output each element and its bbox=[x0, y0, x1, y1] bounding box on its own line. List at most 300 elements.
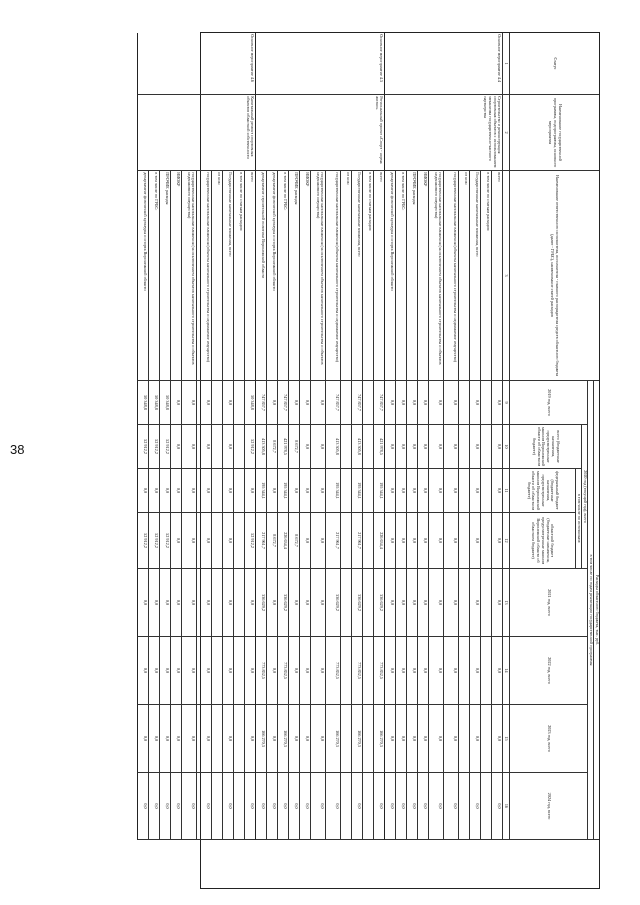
expense-value: 747 857,7 bbox=[255, 381, 266, 425]
expense-value bbox=[480, 381, 491, 425]
expense-value: 0,0 bbox=[443, 513, 458, 569]
measure-name: Капитальный ремонт спортивных объектов областной собственности bbox=[137, 95, 255, 171]
expense-value bbox=[211, 773, 222, 840]
expense-item-label: государственные капитальные вложения (за исключением объектов капитального строительства и объектов недвижимого имущества) bbox=[181, 171, 196, 381]
expense-value: 0,0 bbox=[310, 469, 325, 513]
expense-value: 0,0 bbox=[196, 705, 211, 773]
expense-value: 0,0 bbox=[384, 513, 395, 569]
expense-value: 195 344,1 bbox=[325, 469, 340, 513]
expense-value: 0,0 bbox=[406, 425, 417, 469]
header-status: Статус bbox=[509, 33, 599, 95]
expense-value: 0,0 bbox=[244, 705, 255, 773]
expense-value: 747 857,7 bbox=[373, 381, 384, 425]
header-by-years: в том числе по годам реализации государственной программы bbox=[587, 381, 593, 840]
expense-item-label: департамент физической культуры и спорта Воронежской области bbox=[137, 171, 148, 381]
expense-value: 0,0 bbox=[170, 469, 181, 513]
expense-value: 0,0 bbox=[170, 569, 181, 637]
expense-value: 0,0 bbox=[266, 637, 277, 705]
expense-value bbox=[233, 637, 244, 705]
expense-value bbox=[480, 569, 491, 637]
expense-value: 52 912,2 bbox=[159, 513, 170, 569]
expense-value: 0,0 bbox=[181, 773, 196, 840]
expense-value: 773 852,5 bbox=[277, 637, 288, 705]
expense-value bbox=[480, 425, 491, 469]
expense-value: 166 270,3 bbox=[325, 705, 340, 773]
expense-value: 0,0 bbox=[288, 381, 299, 425]
expense-value: 0,0 bbox=[491, 425, 502, 469]
expense-value: 0,0 bbox=[196, 425, 211, 469]
expense-value: 8 672,7 bbox=[288, 513, 299, 569]
expense-value: 0,0 bbox=[288, 569, 299, 637]
expense-value: 52 912,2 bbox=[137, 513, 148, 569]
expense-value: 0,0 bbox=[406, 637, 417, 705]
expense-item-label: департамент физической культуры и спорта Воронежской области bbox=[266, 171, 277, 381]
expense-value: 0,0 bbox=[148, 569, 159, 637]
expense-value bbox=[211, 569, 222, 637]
expense-item-label: государственные капитальные вложения (за исключением объектов капитального строительства и объектов недвижимого имущества) bbox=[310, 171, 325, 381]
expense-value: 0,0 bbox=[181, 381, 196, 425]
header-executor: Наименование ответственного исполнителя, исполнителя - главного распорядителя средств областного бюджета (далее - ГРБС), наименование статей расходов bbox=[509, 171, 599, 381]
expense-value: 0,0 bbox=[395, 425, 406, 469]
expense-value: 0,0 bbox=[196, 469, 211, 513]
header-in-that: в том числе по источникам: bbox=[575, 469, 581, 569]
expense-value: 8 672,7 bbox=[266, 425, 277, 469]
expense-value bbox=[340, 425, 351, 469]
expense-value bbox=[480, 469, 491, 513]
expense-value: 0,0 bbox=[181, 637, 196, 705]
expense-value: 0,0 bbox=[469, 513, 480, 569]
expense-value: 0,0 bbox=[222, 381, 233, 425]
expense-value: 747 857,7 bbox=[277, 381, 288, 425]
expense-item-label: ПРОЧИЕ расходы bbox=[406, 171, 417, 381]
expense-value: 0,0 bbox=[417, 513, 428, 569]
expense-value bbox=[362, 773, 373, 840]
expense-value: 166 270,3 bbox=[277, 705, 288, 773]
expense-item-label: в том числе по статьям расходов: bbox=[362, 171, 373, 381]
expense-value: 166 270,3 bbox=[255, 705, 266, 773]
expense-value: 52 912,2 bbox=[244, 513, 255, 569]
expense-item-label: департамент строительной политики Воронежской области bbox=[255, 171, 266, 381]
expense-value: 0,0 bbox=[491, 773, 502, 840]
expense-value: 0,0 bbox=[137, 773, 148, 840]
expense-value bbox=[458, 469, 469, 513]
expense-value: 0,0 bbox=[384, 469, 395, 513]
expense-value: 0,0 bbox=[310, 705, 325, 773]
expense-value: 0,0 bbox=[299, 425, 310, 469]
expense-value: 0,0 bbox=[417, 381, 428, 425]
expense-value bbox=[340, 469, 351, 513]
expense-value: 0,0 bbox=[417, 773, 428, 840]
expense-value bbox=[340, 773, 351, 840]
expense-value: 0,0 bbox=[299, 637, 310, 705]
expense-value: 747 857,7 bbox=[325, 381, 340, 425]
expense-value: 0,0 bbox=[170, 637, 181, 705]
expense-value bbox=[362, 569, 373, 637]
header-2021: 2021 год, всего bbox=[509, 569, 587, 637]
column-number: 10 bbox=[502, 425, 509, 469]
expense-value: 413 305,8 bbox=[255, 425, 266, 469]
expense-value: 0,0 bbox=[351, 773, 362, 840]
expense-value bbox=[211, 469, 222, 513]
expense-value: 0,0 bbox=[170, 381, 181, 425]
expense-value: 0,0 bbox=[491, 513, 502, 569]
expense-value: 0,0 bbox=[181, 513, 196, 569]
expense-value: 166 270,3 bbox=[373, 705, 384, 773]
expense-value: 0,0 bbox=[373, 773, 384, 840]
expense-value: 336 629,2 bbox=[325, 569, 340, 637]
header-2020-all: всего (бюджетные назначения, предусмотренные законом Воронежской области об областном бюджете) bbox=[509, 425, 581, 469]
expense-value bbox=[340, 513, 351, 569]
expense-value: 0,0 bbox=[288, 705, 299, 773]
expense-value bbox=[233, 569, 244, 637]
measure-name: Строительство и реконструкция спортивных объектов с использованием механизма государственно-частного партнерства bbox=[384, 95, 502, 171]
expense-value: 0,0 bbox=[181, 425, 196, 469]
expense-item-label: ПРОЧИЕ расходы bbox=[288, 171, 299, 381]
expense-value: 0,0 bbox=[417, 569, 428, 637]
expense-value: 0,0 bbox=[196, 381, 211, 425]
expense-value: 0,0 bbox=[310, 381, 325, 425]
expense-value bbox=[458, 569, 469, 637]
expense-value: 773 852,5 bbox=[373, 637, 384, 705]
expense-value: 52 912,2 bbox=[148, 425, 159, 469]
expense-value: 50 348,8 bbox=[137, 381, 148, 425]
expense-value: 0,0 bbox=[244, 569, 255, 637]
expense-value: 0,0 bbox=[491, 705, 502, 773]
column-number: 9 bbox=[502, 381, 509, 425]
expense-value: 0,0 bbox=[469, 637, 480, 705]
header-expenses: Расходы областного бюджета, тыс. руб. bbox=[593, 381, 599, 840]
expense-value: 8 672,7 bbox=[266, 513, 277, 569]
expense-value bbox=[362, 705, 373, 773]
expense-value bbox=[211, 637, 222, 705]
expense-value: 0,0 bbox=[137, 569, 148, 637]
expense-value bbox=[340, 381, 351, 425]
expense-value: 0,0 bbox=[222, 773, 233, 840]
expense-value bbox=[458, 381, 469, 425]
column-number: 12 bbox=[502, 513, 509, 569]
expense-value: 8 672,7 bbox=[288, 425, 299, 469]
expense-value bbox=[458, 425, 469, 469]
expense-value: 0,0 bbox=[159, 569, 170, 637]
expense-value bbox=[362, 637, 373, 705]
expense-value bbox=[340, 705, 351, 773]
expense-value: 0,0 bbox=[299, 705, 310, 773]
expense-value: 0,0 bbox=[266, 705, 277, 773]
expense-item-label: департамент физической культуры и спорта Воронежской области bbox=[384, 171, 395, 381]
expense-value: 52 912,2 bbox=[244, 425, 255, 469]
column-number: 3 bbox=[502, 171, 509, 381]
expense-value: 0,0 bbox=[159, 469, 170, 513]
expense-item-label: всего bbox=[244, 171, 255, 381]
expense-value: 0,0 bbox=[491, 469, 502, 513]
expense-value: 0,0 bbox=[406, 773, 417, 840]
expense-value: 52 912,2 bbox=[148, 513, 159, 569]
header-2020-group: 2020 год (текущий год), всего bbox=[581, 425, 587, 569]
expense-item-label: всего bbox=[373, 171, 384, 381]
measure-status: Основное мероприятие 4.6 bbox=[137, 33, 255, 95]
expense-value: 0,0 bbox=[170, 425, 181, 469]
expense-value: 0,0 bbox=[395, 381, 406, 425]
expense-value: 0,0 bbox=[181, 569, 196, 637]
expense-value: 0,0 bbox=[277, 773, 288, 840]
expense-value: 0,0 bbox=[428, 381, 443, 425]
expense-value bbox=[458, 773, 469, 840]
expense-value: 226 634,4 bbox=[373, 513, 384, 569]
expense-value: 421 978,5 bbox=[373, 425, 384, 469]
expense-value bbox=[362, 425, 373, 469]
expense-value: 217 961,7 bbox=[351, 513, 362, 569]
expense-value: 0,0 bbox=[384, 381, 395, 425]
expense-value: 0,0 bbox=[469, 425, 480, 469]
expense-value bbox=[233, 469, 244, 513]
expense-value bbox=[211, 705, 222, 773]
expense-value: 195 344,1 bbox=[255, 469, 266, 513]
column-number: 15 bbox=[502, 705, 509, 773]
expense-value: 0,0 bbox=[266, 773, 277, 840]
expense-value: 0,0 bbox=[395, 569, 406, 637]
expense-value bbox=[480, 773, 491, 840]
expense-value: 0,0 bbox=[148, 637, 159, 705]
expense-value: 413 305,8 bbox=[325, 425, 340, 469]
expense-value: 0,0 bbox=[469, 381, 480, 425]
expense-value: 0,0 bbox=[310, 513, 325, 569]
expense-item-label: в том числе по статьям расходов: bbox=[233, 171, 244, 381]
header-2024: 2024 год, всего bbox=[509, 773, 587, 840]
expense-value: 0,0 bbox=[406, 513, 417, 569]
expense-value: 0,0 bbox=[310, 425, 325, 469]
expense-item-label: Государственные капитальные вложения, всего bbox=[222, 171, 233, 381]
expense-value: 0,0 bbox=[469, 705, 480, 773]
expense-value: 0,0 bbox=[299, 513, 310, 569]
expense-value: 773 852,5 bbox=[255, 637, 266, 705]
expense-value: 0,0 bbox=[428, 637, 443, 705]
expense-value: 0,0 bbox=[469, 773, 480, 840]
expense-value bbox=[340, 637, 351, 705]
expense-value: 0,0 bbox=[244, 469, 255, 513]
expense-value: 0,0 bbox=[395, 773, 406, 840]
expense-value bbox=[211, 381, 222, 425]
expense-value: 0,0 bbox=[443, 705, 458, 773]
expense-value: 0,0 bbox=[428, 569, 443, 637]
measure-name: Региональный проект «Спорт - норма жизни» bbox=[255, 95, 384, 171]
header-2020-regional: областной бюджет (бюджетные назначения, предусмотренные законом Воронежской области об областном бюджете) bbox=[509, 513, 575, 569]
header-2020-federal: федеральный бюджет (бюджетные назначения, предусмотренные законом Воронежской области об областном бюджете) bbox=[509, 469, 575, 513]
expense-value: 226 634,4 bbox=[277, 513, 288, 569]
expense-value: 773 852,5 bbox=[325, 637, 340, 705]
expense-value: 0,0 bbox=[384, 569, 395, 637]
expense-value: 195 344,1 bbox=[351, 469, 362, 513]
expense-value: 0,0 bbox=[443, 637, 458, 705]
expense-value: 336 629,2 bbox=[351, 569, 362, 637]
expense-value: 0,0 bbox=[222, 637, 233, 705]
expense-value bbox=[480, 705, 491, 773]
expense-value: 0,0 bbox=[417, 425, 428, 469]
expense-value bbox=[480, 513, 491, 569]
expense-value: 0,0 bbox=[428, 425, 443, 469]
expense-value: 336 629,2 bbox=[277, 569, 288, 637]
expense-value: 0,0 bbox=[222, 705, 233, 773]
expense-value: 0,0 bbox=[310, 569, 325, 637]
column-number: 16 bbox=[502, 773, 509, 840]
expense-item-label: НИОКР bbox=[299, 171, 310, 381]
expense-value bbox=[362, 381, 373, 425]
expense-item-label: государственные капитальные вложения (объекты капитального строительства и недвижимое имущество) bbox=[196, 171, 211, 381]
expense-value: 0,0 bbox=[443, 569, 458, 637]
expense-value: 0,0 bbox=[384, 637, 395, 705]
expense-item-label: государственные капитальные вложения (объекты капитального строительства и недвижимое имущество) bbox=[325, 171, 340, 381]
expense-value: 0,0 bbox=[196, 637, 211, 705]
expense-value: 0,0 bbox=[299, 469, 310, 513]
expense-value: 0,0 bbox=[491, 381, 502, 425]
expense-item-label: Государственные капитальные вложения, всего bbox=[351, 171, 362, 381]
header-2022: 2022 год, всего bbox=[509, 637, 587, 705]
expense-value: 0,0 bbox=[406, 569, 417, 637]
budget-table bbox=[143, 32, 600, 889]
expense-item-label: из них: bbox=[211, 171, 222, 381]
expense-value: 0,0 bbox=[159, 705, 170, 773]
expense-value bbox=[458, 705, 469, 773]
expense-value: 0,0 bbox=[428, 469, 443, 513]
expense-value: 0,0 bbox=[222, 513, 233, 569]
expense-value: 0,0 bbox=[244, 637, 255, 705]
expense-value: 0,0 bbox=[137, 469, 148, 513]
expense-value: 0,0 bbox=[196, 773, 211, 840]
expense-value: 0,0 bbox=[148, 705, 159, 773]
expense-item-label: в том числе по ГРБС: bbox=[395, 171, 406, 381]
expense-value: 0,0 bbox=[384, 705, 395, 773]
expense-value: 0,0 bbox=[310, 637, 325, 705]
expense-value: 0,0 bbox=[148, 469, 159, 513]
expense-value: 0,0 bbox=[148, 773, 159, 840]
expense-value: 52 912,2 bbox=[159, 425, 170, 469]
expense-value: 0,0 bbox=[443, 469, 458, 513]
expense-value: 0,0 bbox=[443, 773, 458, 840]
expense-value: 0,0 bbox=[170, 773, 181, 840]
expense-value: 0,0 bbox=[222, 469, 233, 513]
expense-item-label: в том числе по статьям расходов: bbox=[480, 171, 491, 381]
expense-value: 0,0 bbox=[255, 773, 266, 840]
expense-value: 0,0 bbox=[288, 637, 299, 705]
expense-value: 50 348,8 bbox=[244, 381, 255, 425]
expense-value: 52 912,2 bbox=[137, 425, 148, 469]
expense-value: 0,0 bbox=[181, 705, 196, 773]
header-2019: 2019 год, всего bbox=[509, 381, 587, 425]
expense-value bbox=[233, 381, 244, 425]
expense-value: 413 305,8 bbox=[351, 425, 362, 469]
expense-value bbox=[362, 469, 373, 513]
header-2023: 2023 год, всего bbox=[509, 705, 587, 773]
expense-item-label: НИОКР bbox=[170, 171, 181, 381]
expense-value: 0,0 bbox=[384, 425, 395, 469]
expense-value bbox=[458, 637, 469, 705]
expense-value: 0,0 bbox=[244, 773, 255, 840]
column-number: 14 bbox=[502, 637, 509, 705]
page-number: 38 bbox=[10, 442, 25, 457]
expense-value: 0,0 bbox=[299, 773, 310, 840]
expense-value: 0,0 bbox=[196, 569, 211, 637]
expense-value: 0,0 bbox=[222, 569, 233, 637]
expense-value: 166 270,3 bbox=[351, 705, 362, 773]
expense-value: 0,0 bbox=[137, 705, 148, 773]
expense-value: 0,0 bbox=[417, 637, 428, 705]
expense-item-label: ПРОЧИЕ расходы bbox=[159, 171, 170, 381]
column-number: 13 bbox=[502, 569, 509, 637]
expense-value bbox=[340, 569, 351, 637]
expense-item-label: Государственные капитальные вложения, всего bbox=[469, 171, 480, 381]
expense-value: 0,0 bbox=[137, 637, 148, 705]
expense-value: 0,0 bbox=[395, 637, 406, 705]
expense-value: 0,0 bbox=[491, 569, 502, 637]
expense-value: 0,0 bbox=[417, 469, 428, 513]
expense-value: 0,0 bbox=[266, 381, 277, 425]
expense-value: 0,0 bbox=[159, 773, 170, 840]
expense-value: 336 629,2 bbox=[255, 569, 266, 637]
expense-value: 0,0 bbox=[288, 773, 299, 840]
expense-value bbox=[233, 513, 244, 569]
expense-value: 217 961,7 bbox=[255, 513, 266, 569]
expense-item-label: из них: bbox=[458, 171, 469, 381]
expense-value: 50 348,8 bbox=[148, 381, 159, 425]
expense-value: 0,0 bbox=[395, 705, 406, 773]
expense-value: 0,0 bbox=[266, 569, 277, 637]
expense-value: 0,0 bbox=[325, 773, 340, 840]
measure-status: Основное мероприятие 4.4 bbox=[384, 33, 502, 95]
expense-value bbox=[233, 705, 244, 773]
expense-value: 0,0 bbox=[428, 705, 443, 773]
expense-value: 0,0 bbox=[406, 381, 417, 425]
expense-value: 195 344,1 bbox=[373, 469, 384, 513]
expense-item-label: в том числе по ГРБС: bbox=[148, 171, 159, 381]
expense-value bbox=[458, 513, 469, 569]
expense-value: 0,0 bbox=[428, 513, 443, 569]
expense-item-label: всего bbox=[491, 171, 502, 381]
expense-value: 0,0 bbox=[417, 705, 428, 773]
expense-item-label: НИОКР bbox=[417, 171, 428, 381]
measure-status: Основное мероприятие 4.5 bbox=[255, 33, 384, 95]
expense-value: 0,0 bbox=[469, 469, 480, 513]
expense-value bbox=[211, 513, 222, 569]
column-number: 2 bbox=[502, 95, 509, 171]
expense-value: 0,0 bbox=[159, 637, 170, 705]
expense-value: 0,0 bbox=[406, 469, 417, 513]
expense-value: 0,0 bbox=[443, 425, 458, 469]
expense-value: 0,0 bbox=[310, 773, 325, 840]
expense-item-label: государственные капитальные вложения (за исключением объектов капитального строительства и объектов недвижимого имущества) bbox=[428, 171, 443, 381]
expense-value: 217 961,7 bbox=[325, 513, 340, 569]
expense-value: 421 978,5 bbox=[277, 425, 288, 469]
expense-value: 0,0 bbox=[170, 513, 181, 569]
expense-value: 336 629,2 bbox=[373, 569, 384, 637]
column-number: 11 bbox=[502, 469, 509, 513]
expense-value: 0,0 bbox=[299, 569, 310, 637]
expense-value: 0,0 bbox=[428, 773, 443, 840]
expense-value: 0,0 bbox=[288, 469, 299, 513]
expense-value: 0,0 bbox=[395, 513, 406, 569]
expense-value: 50 348,8 bbox=[159, 381, 170, 425]
expense-value: 747 857,7 bbox=[351, 381, 362, 425]
expense-value bbox=[233, 425, 244, 469]
expense-value bbox=[233, 773, 244, 840]
expense-value: 0,0 bbox=[181, 469, 196, 513]
expense-value bbox=[480, 637, 491, 705]
expense-value: 0,0 bbox=[491, 637, 502, 705]
expense-value: 0,0 bbox=[469, 569, 480, 637]
header-program-name: Наименование государственной программы, подпрограммы, основного мероприятия bbox=[509, 95, 599, 171]
expense-item-label: государственные капитальные вложения (объекты капитального строительства и недвижимое имущество) bbox=[443, 171, 458, 381]
expense-value: 0,0 bbox=[395, 469, 406, 513]
expense-value: 195 344,1 bbox=[277, 469, 288, 513]
expense-item-label: в том числе по ГРБС: bbox=[277, 171, 288, 381]
